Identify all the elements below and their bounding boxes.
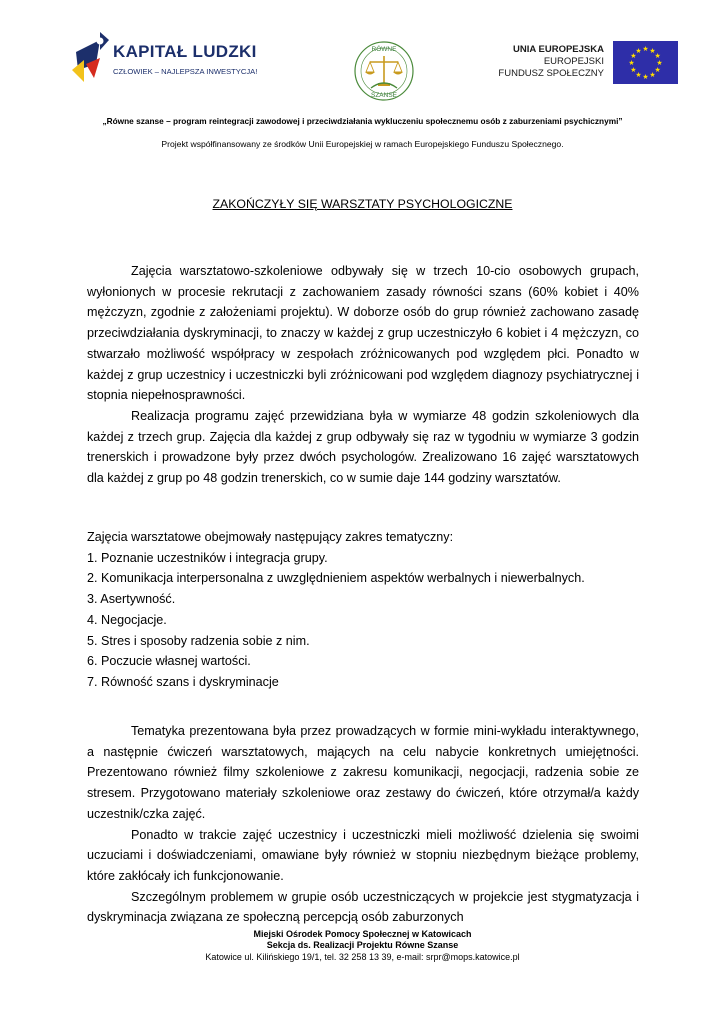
kapital-ludzki-title: KAPITAŁ LUDZKI (113, 42, 257, 61)
body-section-2 (87, 721, 639, 928)
rowne-szanse-logo (353, 40, 415, 102)
rowne-szanse-logo-bottom-text: SZANSE (370, 92, 398, 99)
eu-star-icon: ★ (654, 53, 661, 60)
paragraph: Realizacja programu zajęć przewidziana była w wymiarze 48 godzin szkoleniowych dla każdej z trzech grup. Zajęcia dla każdej z grup odbywały się raz w tygodniu w wymiarze 3 godzin trenerskich i prowadzone były przez dwóch psychologów. Zrealizowano 16 zajęć warsztatowych dla każdej z grup po 48 godzin trenerskich, co w sumie daje 144 godziny warsztatów. (87, 408, 639, 486)
eu-star-icon: ★ (630, 53, 637, 60)
eu-flag-icon (613, 41, 678, 84)
paragraph: Zajęcia warsztatowo-szkoleniowe odbywały się w trzech 10-cio osobowych grupach, wyłonionych w procesie rekrutacji z zachowaniem zasady równości szans (60% kobiet i 40% mężczyzn, zgodnie z założeniami projektu). W doborze osób do grup również zachowano zasadę przeciwdziałania dyskryminacji, to znaczy w każdej z grup uczestniczyło 6 kobiet i 4 mężczyzn, co stwarzało możliwość współpracy w zespołach zróżnicowanych pod względem płci. Ponadto w każdej z grup uczestnicy i uczestniczki byli zróżnicowani pod względem diagnozy psychiatrycznej i stopnia niepełnosprawności. (87, 264, 639, 403)
document-heading: ZAKOŃCZYŁY SIĘ WARSZTATY PSYCHOLOGICZNE (212, 197, 513, 211)
rowne-szanse-logo-top-text: RÓWNE (371, 46, 397, 53)
paragraph: Tematyka prezentowana była przez prowadzących w formie mini-wykładu interaktywnego, a następnie ćwiczeń warsztatowych, mających na celu nabycie konkretnych umiejętności. Prezentowano również filmy szkoleniowe z zakresu komunikacji, negocjacji, radzenia sobie ze stresem. Przygotowano materiały szkoleniowe oraz zestawy do ćwiczeń, które otrzymał/a każdy uczestnik/czka zajęć. (87, 724, 639, 821)
kapital-ludzki-logo (70, 30, 280, 86)
paragraph: Szczególnym problemem w grupie osób uczestniczących w projekcie jest stygmatyzacja i dyskryminacja związana ze społeczną percepcją osób zaburzonych (87, 889, 639, 925)
eu-fund-logo-text (470, 44, 604, 80)
cofinancing-note: Projekt współfinansowany ze środków Unii Europejskiej w ramach Europejskiego Funduszu Społecznego. (161, 139, 564, 149)
eu-star-icon: ★ (649, 72, 656, 80)
topics-section (87, 527, 639, 693)
list-item: 7. Równość szans i dyskryminacje (87, 674, 279, 689)
project-title: „Równe szanse – program reintegracji zawodowej i przeciwdziałania wykluczeniu społecznemu osób z zaburzeniami psychicznymi” (102, 116, 623, 126)
footer-section: Sekcja ds. Realizacji Projektu Równe Szanse (266, 940, 459, 950)
footer-contact: Katowice ul. Kilińskiego 19/1, tel. 32 258 13 39, e-mail: srpr@mops.katowice.pl (205, 952, 520, 962)
eu-logo-line2: EUROPEJSKI (543, 56, 604, 67)
eu-star-icon: ★ (642, 46, 649, 53)
eu-star-icon: ★ (630, 67, 637, 74)
eu-star-icon: ★ (635, 72, 642, 80)
list-item: 6. Poczucie własnej wartości. (87, 654, 251, 669)
paragraph: Ponadto w trakcie zajęć uczestnicy i uczestniczki mieli możliwość dzielenia się swoimi uczuciami i doświadczeniami, omawiane były również w stopniu niezbędnym bieżące problemy, które zakłócały ich funkcjonowanie. (87, 827, 639, 883)
body-section-1 (87, 261, 639, 489)
eu-logo-line3: FUNDUSZ SPOŁECZNY (498, 68, 604, 79)
eu-logo-line1: UNIA EUROPEJSKA (513, 44, 604, 55)
list-item: 4. Negocjacje. (87, 612, 167, 627)
list-item: 5. Stres i sposoby radzenia sobie z nim. (87, 633, 310, 648)
eu-star-icon: ★ (649, 47, 656, 55)
eu-star-icon: ★ (656, 60, 663, 67)
eu-star-icon: ★ (654, 67, 661, 74)
topics-intro: Zajęcia warsztatowe obejmowały następujący zakres tematyczny: (87, 530, 454, 544)
kapital-ludzki-subtitle: CZŁOWIEK – NAJLEPSZA INWESTYCJA! (113, 67, 258, 76)
kapital-ludzki-emblem (70, 30, 110, 86)
list-item: 1. Poznanie uczestników i integracja grupy. (87, 550, 328, 565)
eu-star-icon: ★ (628, 60, 635, 67)
eu-star-icon: ★ (635, 47, 642, 55)
footer-organization: Miejski Ośrodek Pomocy Społecznej w Katowicach (253, 929, 472, 939)
eu-star-icon: ★ (642, 74, 649, 81)
list-item: 3. Asertywność. (87, 592, 176, 607)
list-item: 2. Komunikacja interpersonalna z uwzględnieniem aspektów werbalnych i niewerbalnych. (87, 571, 585, 586)
